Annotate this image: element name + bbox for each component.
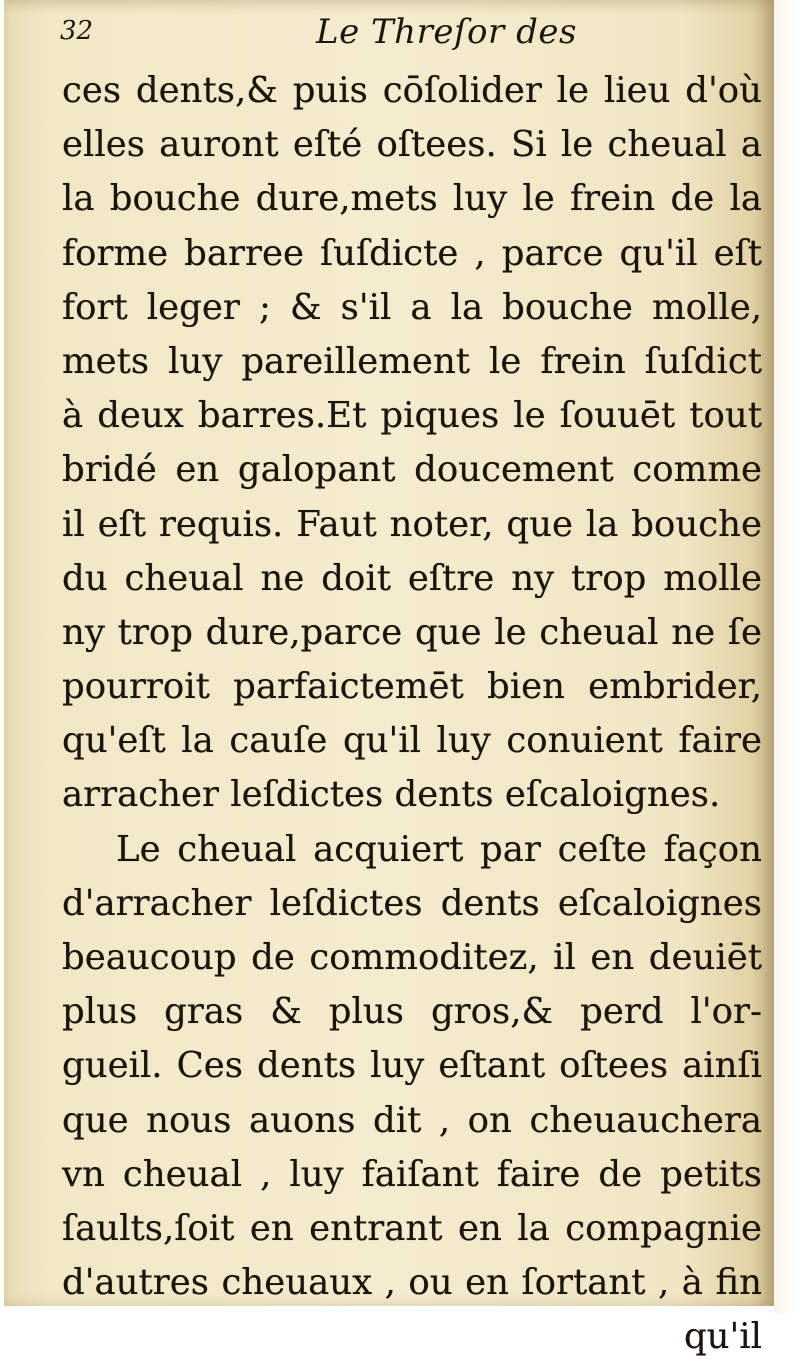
text-line: ces dents,& puis cōſolider le lieu d'où [62, 70, 762, 111]
text-line: plus gras & plus gros,& perd l'or- [62, 991, 762, 1033]
text-line: que nous auons dit , on cheuauchera [62, 1099, 762, 1141]
body-text [62, 64, 762, 1365]
page-number: 32 [60, 16, 94, 46]
text-line: il eſt requis. Faut noter, que la bouche [62, 503, 762, 545]
text-line: fort leger ; & s'il a la bouche molle, [62, 286, 762, 328]
text-line: d'autres cheuaux , ou en ſortant , à fin [62, 1262, 762, 1304]
text-line: bridé en galopant doucement comme [62, 449, 762, 491]
text-line: Le cheual acquiert par ceſte façon [116, 828, 762, 870]
text-line: vn cheual , luy faiſant faire de petits [62, 1153, 762, 1195]
paper-page [4, 0, 774, 1358]
text-line: mets luy pareillement le frein ſuſdict [62, 340, 762, 382]
text-line: la bouche dure,mets luy le frein de la [62, 178, 762, 220]
text-line: pourroit parfaictemēt bien embrider, [62, 666, 762, 708]
text-line: d'arracher leſdictes dents eſcaloignes [62, 882, 762, 924]
text-line: gueil. Ces dents luy eſtant oſtees ainſi [62, 1045, 762, 1087]
text-line: du cheual ne doit eſtre ny trop molle [62, 557, 762, 599]
text-line: arracher leſdictes dents eſcaloignes. [62, 774, 721, 816]
text-line: qu'eſt la cauſe qu'il luy conuient faire [62, 720, 762, 762]
running-head [60, 10, 760, 50]
page-edge [774, 0, 800, 1314]
text-line: à deux barres.Et piques le ſouuēt tout [62, 395, 762, 437]
running-title: Le Threſor des [316, 12, 577, 52]
text-line: ſaults,ſoit en entrant en la compagnie [62, 1207, 762, 1249]
text-line: forme barree ſuſdicte , parce qu'il eſt [62, 232, 762, 274]
catchword: qu'il [683, 1316, 762, 1358]
text-line: ny trop dure,parce que le cheual ne ſe [62, 611, 762, 653]
text-line: elles auront eſté oſtees. Si le cheual a [62, 124, 762, 166]
text-line: beaucoup de commoditez, il en deuiēt [62, 937, 762, 978]
